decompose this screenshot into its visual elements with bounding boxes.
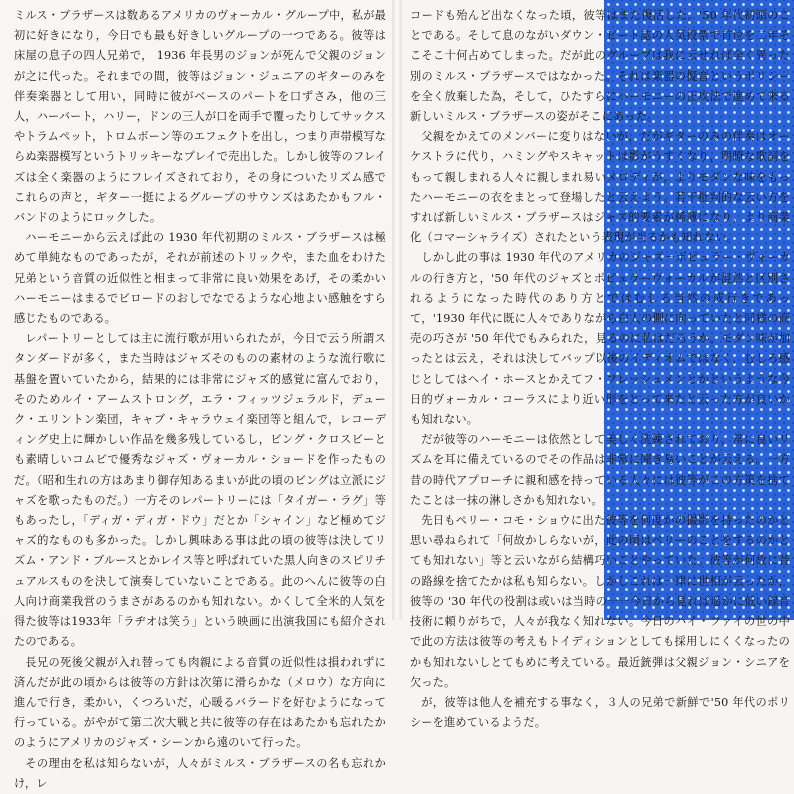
paragraph: レパートリーとしては主に流行歌が用いられたが，今日で云う所謂スタンダードが多く，また当時はジャズそのものの素材のような流行歌に基盤を置いていたから，結果的には非常にジャズ的感覚に富んでおり，そのためルイ・アームストロング，エラ・フィッツジェラルド，デューク・エリントン楽団，キャブ・キャラウェイ楽団等と組んで，レコーディング史上に輝かしい作品を幾多残しているし，ビング・クロスビーとも素晴しいコムビで優秀なジャズ・ヴォーカル・ショードを作ったものだ。（昭和生れの方はあまり御存知あるまいが此の頃のビングは立派にジャズを歌ったものだ。）一方そのレパートリーには「タイガー・ラグ」等もあったし，「ディガ・ディガ・ドウ」だとか「シャイン」など極めてジャズ的なものも多かった。しかし興味ある事は此の頃の彼等は決してリズム・アンド・ブルースとかレイス等と呼ばれていた黒人向きのスピリチュアルスものを決して演奏していないことである。此のへんに彼等の白人向け商業我営のうまさがあるのかも知れない。かくして全米的人気を得た彼等は1933年「ラヂオは笑う」という映画に出演我国にも紹介されたのである。: [14, 332, 386, 649]
left-page: [0, 0, 392, 790]
paragraph: 長兄の死後父親が入れ替っても肉親による音質の近似性は損われずに済んだが此の頃からは彼等の方針は次第に滑らかな（メロウ）な方向に進んで行き，柔かい，くつろいだ，心暖るバラードを好むようになって行っている。がやがて第二次大戦と共に彼等の存在はあたかも忘れたかのようにアメリカのジャズ・シーンから遠のいて行った。: [14, 655, 386, 750]
paragraph: が，彼等は他人を補充する事なく，３人の兄弟で新鮮で'50 年代のポリシーを進めているようだ。: [410, 695, 790, 730]
paragraph: その理由を私は知らないが，人々がミルス・ブラザースの名も忘れかけ，レ: [14, 756, 386, 790]
right-page: [402, 0, 794, 730]
paragraph: コードも殆んど出なくなった頃，彼等はまた復活した。'50 年代初頭のことである。そして息のながいダウン・ビート誌の人気投票で首位を二年そこそこ十何占めてしまった。だが此のグループは我に云せれば全く異った別のミルス・ブラザースではなかった。それは楽器の擬音というポリシーを全く放棄した為，そして，ひたすらにハーモニーの正攻法で進めて来る新しいミルス・ブラザースの姿がそこにあった。: [410, 9, 790, 124]
paragraph: 父親をかえてのメンバーに変りはないが，だがギターのみの伴奏はオーケストラに代り，ハミングやスキャットは影がうすくなり，明瞭な歌詞をもって親しまれる人々に親しまれ易いメロディが，よりモダンな味をもったハーモニーの衣をまとって登場したと云えよう。若干批判的な云い方をすれば新しいミルス・ブラザースはジャズ的要素が稀薄になり，より商業化（コマーシャライズ）されたという表現が当るかも知れない。: [410, 130, 790, 245]
page-gutter: [392, 0, 402, 620]
paragraph: 先日もペリー・コモ・ショウに出た彼等を何度かの撮影を持ったのかと思い尋ねられて「何故かしらないが，此の頃はペリーのことをするのかとても知れない」等と云いながら結構巧いことやっていた。彼等が何故に昔の路線を捨てたかは私も知らない。しかしこれは一律に世相が云ったか，彼等の '30 年代の役割は或いは当時の一一今日から見れば遥かに低い録音技術に頼りがちで，人々が我なく知れない。今日のハイ・ファイの世の中で此の方法は彼等の考えもトイディションとしても採用しにくくなったのかも知れないしとてもめに考えている。最近銃弾は父親ジョン・シニアを欠った。: [410, 514, 790, 689]
paragraph: ミルス・ブラザースは数あるアメリカのヴォーカル・グループ中，私が最初に好きになり，今日でも最も好きしいグループの一つである。彼等は床屋の息子の四人兄弟で， 1936 年長男のジョンが死んで父親のジョンが之に代った。それまでの間，彼等はジョン・ジュニアのギターのみを伴奏楽器として用い，同時に彼がベースのパートを口ずさみ，他の三人，ハーバート，ハリー，ドンの三人が口を両手で覆ったりしてサックスやトラムペット，トロムボーン等のエフェクトを出し，つまり声帯模写ならぬ楽器模写というトリッキーなプレイで売出した。しかし彼等のフレイズは全く楽器のようにフレイズされており，その身についたリズム感でこれらの声と，ギター一挺によるグループのサウンズはあたかもフル・バンドのようにロックした。: [14, 9, 387, 225]
paragraph: だが彼等のハーモニーは依然として美しく洗練されており，常に良いリズムを耳に備えているのでその作品は非常に聞き易いことが云える。一方昔の時代アプローチに親和感を持っている人々には彼等がこの方策を捨てたことは一抹の淋しさかも知れない。: [410, 433, 790, 507]
paragraph: ハーモニーから云えば此の 1930 年代初期のミルス・ブラザースは極めて単純なものであったが，それが前述のトリックや，また血をわけた兄弟という音質の近似性と相まって非常に良い効果をあげ，その柔かいハーモニーはまるでビロードのおしでなでるような心地よい感触をすら感じたものである。: [14, 231, 386, 326]
paragraph: しかし此の事は 1930 年代のアメリカのジャズ－ポピュラー・ヴォーカルの行き方と，'50 年代のジャズとポピュラーヴォーカルが混然と区別されるようになった時代のあり方とではむしろ当然の成行きであって，'1930 年代に既に人々でありながら白人の側に向っていたと同様の商売の巧さが '50 年代でもみられた，見るのに私はだろうか。モダン味が加ったとは云え，それは決してバップ以後のイディオムではなく，むしろ感じとしてはヘイ・ホースとかえてフ・フレッシュメンとかというような今日的ヴォーカル・コーラスにより近い形をとって来たと云った方が良いかも知れない。: [410, 251, 790, 427]
